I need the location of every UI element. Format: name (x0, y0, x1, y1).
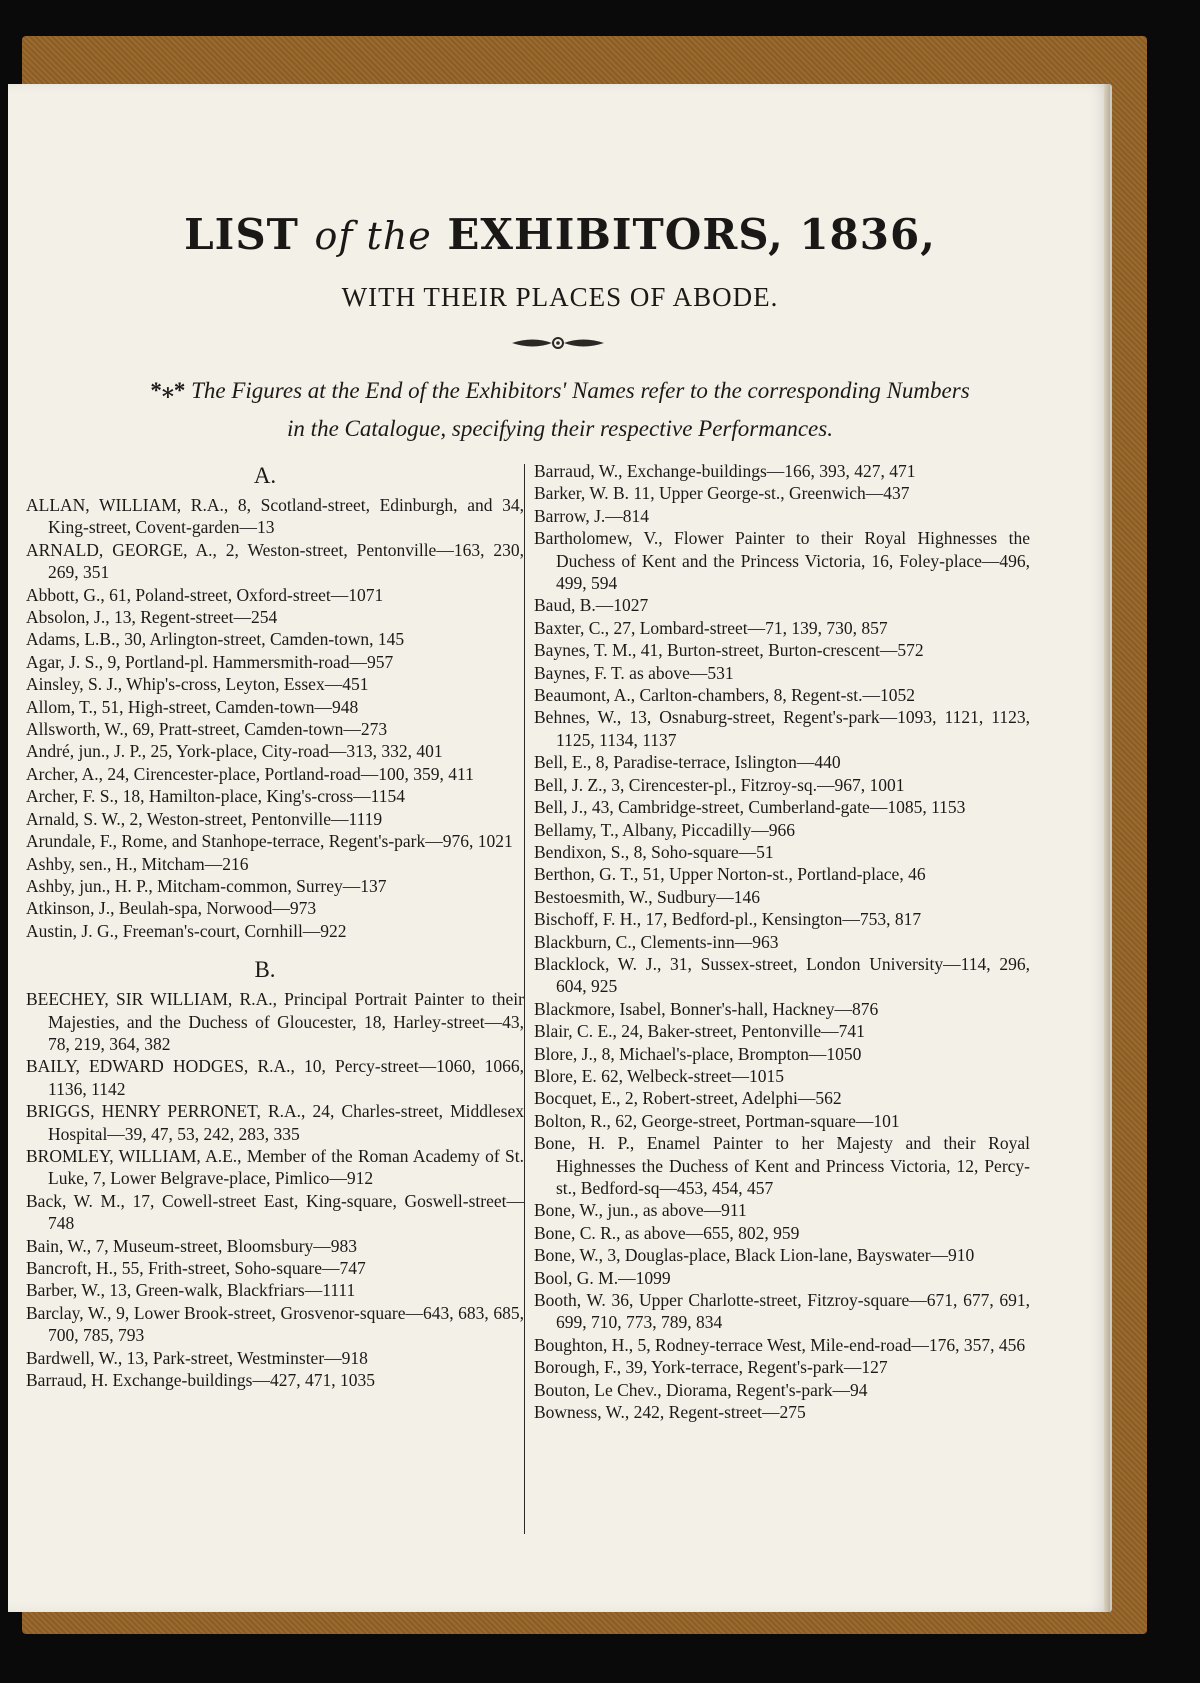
exhibitor-entry: Bellamy, T., Albany, Piccadilly—966 (534, 819, 796, 840)
exhibitor-entry: Bell, E., 8, Paradise-terrace, Islington—440 (534, 752, 841, 773)
exhibitor-entry: Bancroft, H., 55, Frith-street, Soho-square—747 (26, 1258, 366, 1278)
exhibitor-entry: Blacklock, W. J., 31, Sussex-street, London University—114, 296, 604, 925 (534, 953, 1030, 997)
ornament-divider-icon (508, 332, 608, 354)
left-column (26, 460, 524, 1391)
column-rule (524, 464, 525, 1534)
exhibitor-entry: Abbott, G., 61, Poland-street, Oxford-street—1071 (26, 584, 384, 605)
exhibitor-entry: Baud, B.—1027 (534, 595, 649, 616)
exhibitor-entry: Blore, J., 8, Michael's-place, Brompton—1050 (534, 1043, 862, 1064)
page-edge (1104, 84, 1110, 1612)
catalogue-note (18, 372, 1102, 448)
exhibitor-entry: Blore, E. 62, Welbeck-street—1015 (534, 1065, 785, 1086)
exhibitor-list-b-right (534, 460, 1030, 1423)
page-title (8, 210, 1112, 259)
exhibitor-entry: Atkinson, J., Beulah-spa, Norwood—973 (26, 898, 317, 919)
exhibitor-entry: Barraud, H. Exchange-buildings—427, 471, 1035 (26, 1370, 375, 1391)
exhibitor-entry: Boughton, H., 5, Rodney-terrace West, Mile-end-road—176, 357, 456 (534, 1334, 1026, 1355)
page-subtitle: WITH THEIR PLACES OF ABODE. (341, 282, 779, 312)
exhibitor-entry: Booth, W. 36, Upper Charlotte-street, Fitzroy-square—671, 677, 691, 699, 710, 773, 789, 834 (534, 1290, 1030, 1333)
exhibitor-entry: Allom, T., 51, High-street, Camden-town—948 (26, 696, 359, 717)
exhibitor-entry: BAILY, EDWARD HODGES, R.A., 10, Percy-street—1060, 1066, 1136, 1142 (26, 1056, 524, 1099)
exhibitor-entry: Baxter, C., 27, Lombard-street—71, 139, 730, 857 (534, 617, 888, 638)
exhibitor-entry: Barraud, W., Exchange-buildings—166, 393, 427, 471 (534, 461, 916, 481)
exhibitor-entry: ALLAN, WILLIAM, R.A., 8, Scotland-street, Edinburgh, and 34, King-street, Covent-garden—13 (26, 495, 524, 538)
exhibitor-entry: Bone, W., jun., as above—911 (534, 1200, 747, 1221)
exhibitor-entry: Bone, H. P., Enamel Painter to her Majesty and their Royal Highnesses the Duchess of Kent and Princess Victoria, 12, Percy-st., Bedford-sq—453, 454, 457 (534, 1133, 1030, 1198)
exhibitor-entry: Bone, C. R., as above—655, 802, 959 (534, 1222, 800, 1243)
exhibitor-entry: Bartholomew, V., Flower Painter to their Royal Highnesses the Duchess of Kent and the Princess Victoria, 16, Foley-place—496, 499, 594 (534, 528, 1030, 594)
exhibitor-entry: Berthon, G. T., 51, Upper Norton-st., Portland-place, 46 (534, 864, 926, 885)
section-heading-b: B. (254, 957, 276, 983)
exhibitor-entry: Barrow, J.—814 (534, 505, 650, 526)
exhibitor-entry: Arundale, F., Rome, and Stanhope-terrace, Regent's-park—976, 1021 (26, 831, 513, 852)
exhibitor-entry: Allsworth, W., 69, Pratt-street, Camden-town—273 (26, 719, 388, 740)
exhibitor-entry: Bendixon, S., 8, Soho-square—51 (534, 841, 774, 862)
exhibitor-entry: Bain, W., 7, Museum-street, Bloomsbury—983 (26, 1235, 358, 1256)
exhibitor-entry: Agar, J. S., 9, Portland-pl. Hammersmith-road—957 (26, 651, 394, 672)
exhibitor-entry: ARNALD, GEORGE, A., 2, Weston-street, Pentonville—163, 230, 269, 351 (26, 539, 524, 583)
exhibitor-entry: BROMLEY, WILLIAM, A.E., Member of the Roman Academy of St. Luke, 7, Lower Belgrave-place, Pimlico—912 (26, 1145, 524, 1189)
exhibitor-entry: Blackburn, C., Clements-inn—963 (534, 931, 779, 952)
exhibitor-list-b-left (26, 988, 524, 1391)
exhibitor-entry: Baynes, T. M., 41, Burton-street, Burton-crescent—572 (534, 640, 924, 661)
title-exhibitors: EXHIBITORS, 1836, (447, 210, 936, 259)
exhibitor-entry: Adams, L.B., 30, Arlington-street, Camden-town, 145 (26, 629, 405, 650)
exhibitor-entry: Blair, C. E., 24, Baker-street, Pentonville—741 (534, 1021, 865, 1042)
exhibitor-entry: Archer, A., 24, Cirencester-place, Portland-road—100, 359, 411 (26, 763, 474, 784)
exhibitor-entry: Bone, W., 3, Douglas-place, Black Lion-lane, Bayswater—910 (534, 1245, 975, 1266)
exhibitor-entry: Baynes, F. T. as above—531 (534, 662, 734, 683)
note-line-1: The Figures at the End of the Exhibitors' Names refer to the corresponding Numbers (191, 378, 970, 403)
exhibitor-entry: Bell, J., 43, Cambridge-street, Cumberland-gate—1085, 1153 (534, 797, 966, 818)
exhibitor-entry: Borough, F., 39, York-terrace, Regent's-park—127 (534, 1357, 888, 1378)
exhibitor-entry: Arnald, S. W., 2, Weston-street, Pentonville—1119 (26, 808, 383, 829)
exhibitor-entry: Bardwell, W., 13, Park-street, Westminster—918 (26, 1347, 368, 1368)
exhibitor-entry: BRIGGS, HENRY PERRONET, R.A., 24, Charles-street, Middlesex Hospital—39, 47, 53, 242, 283, 335 (26, 1101, 524, 1144)
right-column (534, 460, 1030, 1423)
note-line-2: in the Catalogue, specifying their respective Performances. (287, 416, 833, 441)
exhibitor-entry: Bouton, Le Chev., Diorama, Regent's-park—94 (534, 1379, 868, 1400)
exhibitor-entry: Blackmore, Isabel, Bonner's-hall, Hackney—876 (534, 998, 879, 1019)
exhibitor-entry: Archer, F. S., 18, Hamilton-place, King's-cross—1154 (26, 786, 406, 807)
page (8, 84, 1112, 1612)
exhibitor-entry: Austin, J. G., Freeman's-court, Cornhill—922 (26, 920, 347, 941)
exhibitor-entry: BEECHEY, SIR WILLIAM, R.A., Principal Portrait Painter to their Majesties, and the Duchess of Gloucester, 18, Harley-street—43, 78, 219, 364, 382 (26, 989, 524, 1054)
exhibitor-entry: Ashby, sen., H., Mitcham—216 (26, 853, 249, 874)
exhibitor-entry: Beaumont, A., Carlton-chambers, 8, Regent-st.—1052 (534, 685, 916, 706)
exhibitor-entry: Bowness, W., 242, Regent-street—275 (534, 1402, 806, 1423)
exhibitor-entry: Bolton, R., 62, George-street, Portman-square—101 (534, 1110, 900, 1131)
title-list: LIST (184, 210, 299, 259)
exhibitor-entry: Ainsley, S. J., Whip's-cross, Leyton, Essex—451 (26, 674, 369, 695)
exhibitor-entry: Ashby, jun., H. P., Mitcham-common, Surrey—137 (26, 875, 387, 896)
exhibitor-entry: Bell, J. Z., 3, Cirencester-pl., Fitzroy-sq.—967, 1001 (534, 774, 905, 795)
exhibitor-entry: Absolon, J., 13, Regent-street—254 (26, 607, 278, 628)
exhibitor-entry: Bool, G. M.—1099 (534, 1267, 671, 1288)
section-heading-a: A. (253, 463, 277, 488)
title-of-the: of the (314, 214, 432, 258)
exhibitor-entry: Back, W. M., 17, Cowell-street East, King-square, Goswell-street—748 (26, 1190, 524, 1234)
exhibitor-entry: Barclay, W., 9, Lower Brook-street, Grosvenor-square—643, 683, 685, 700, 785, 793 (26, 1302, 524, 1346)
note-asterisks: *⁎* (150, 378, 186, 403)
exhibitor-entry: Bestoesmith, W., Sudbury—146 (534, 886, 761, 907)
exhibitor-list-a (26, 494, 524, 942)
exhibitor-entry: Bocquet, E., 2, Robert-street, Adelphi—562 (534, 1088, 842, 1109)
exhibitor-entry: Barber, W., 13, Green-walk, Blackfriars—1111 (26, 1280, 356, 1301)
exhibitor-entry: André, jun., J. P., 25, York-place, City-road—313, 332, 401 (26, 741, 443, 762)
exhibitor-entry: Barker, W. B. 11, Upper George-st., Greenwich—437 (534, 483, 910, 504)
exhibitor-entry: Bischoff, F. H., 17, Bedford-pl., Kensington—753, 817 (534, 909, 922, 930)
exhibitor-entry: Behnes, W., 13, Osnaburg-street, Regent's-park—1093, 1121, 1123, 1125, 1134, 1137 (534, 707, 1030, 750)
